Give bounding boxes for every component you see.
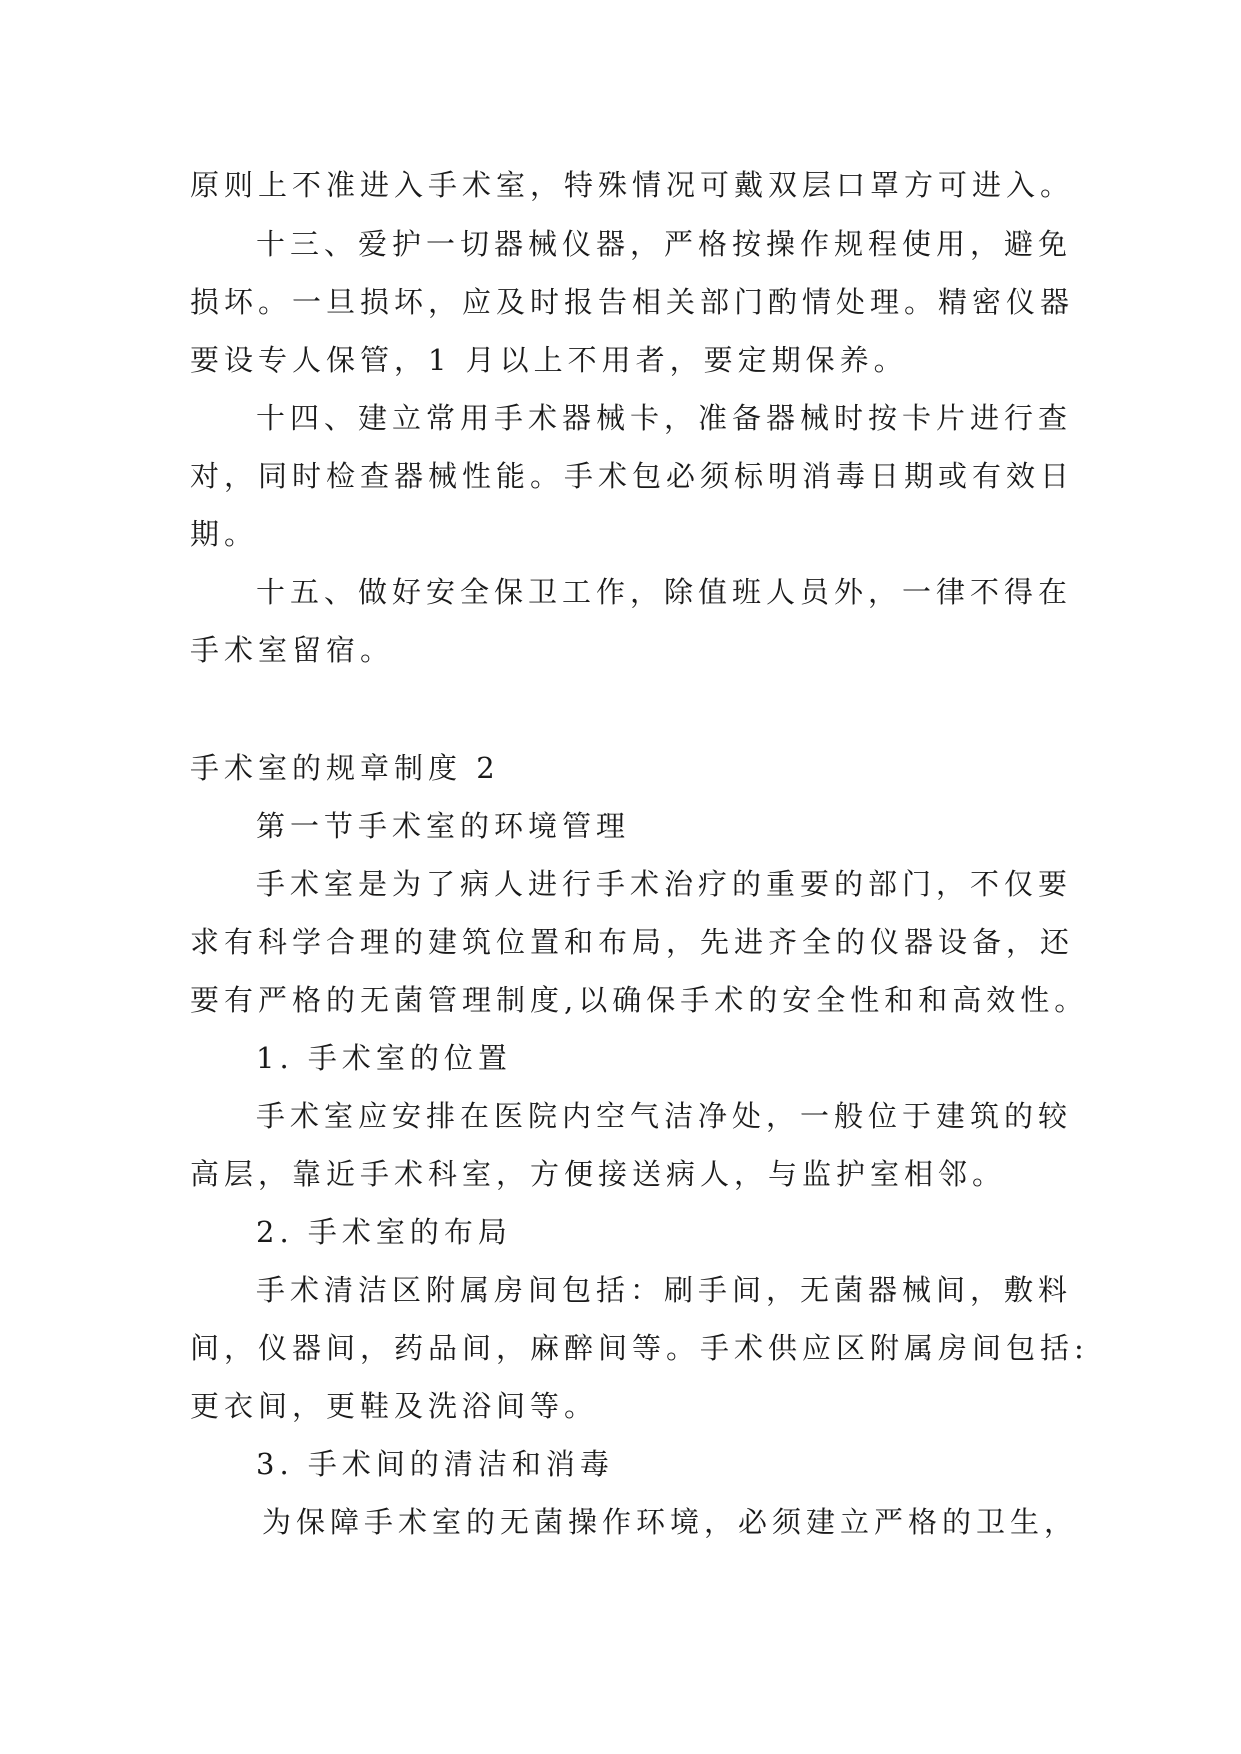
text-line-8: 十五、做好安全保卫工作，除值班人员外，一律不得在 — [256, 575, 1073, 609]
text-line-7: 期。 — [190, 517, 259, 551]
text-line-2: 十三、爱护一切器械仪器，严格按操作规程使用，避免 — [256, 227, 1073, 261]
text-line-16: 手术室应安排在医院内空气洁净处，一般位于建筑的较 — [256, 1099, 1073, 1133]
text-line-13: 求有科学合理的建筑位置和布局，先进齐全的仪器设备，还 — [190, 925, 1075, 959]
text-line-23: 为保障手术室的无菌操作环境，必须建立严格的卫生， — [262, 1505, 1079, 1539]
item-heading-3: 3. 手术间的清洁和消毒 — [256, 1447, 614, 1481]
item-heading-1: 1. 手术室的位置 — [256, 1041, 512, 1075]
text-line-4: 要设专人保管，1 月以上不用者，要定期保养。 — [190, 343, 908, 377]
text-line-20: 间，仪器间，药品间，麻醉间等。手术供应区附属房间包括: — [190, 1331, 1089, 1365]
text-line-6: 对，同时检查器械性能。手术包必须标明消毒日期或有效日 — [190, 459, 1075, 493]
text-line-3: 损坏。一旦损坏，应及时报告相关部门酌情处理。精密仪器 — [190, 285, 1075, 319]
text-line-14: 要有严格的无菌管理制度,以确保手术的安全性和和高效性。 — [190, 983, 1089, 1017]
text-line-21: 更衣间，更鞋及洗浴间等。 — [190, 1389, 599, 1423]
text-line-19: 手术清洁区附属房间包括：刷手间，无菌器械间，敷料 — [256, 1273, 1073, 1307]
text-line-17: 高层，靠近手术科室，方便接送病人，与监护室相邻。 — [190, 1157, 1007, 1191]
text-line-12: 手术室是为了病人进行手术治疗的重要的部门，不仅要 — [256, 867, 1073, 901]
text-line-1: 原则上不准进入手术室，特殊情况可戴双层口罩方可进入。 — [190, 168, 1075, 202]
text-line-5: 十四、建立常用手术器械卡，准备器械时按卡片进行查 — [256, 401, 1073, 435]
item-heading-2: 2. 手术室的布局 — [256, 1215, 512, 1249]
subsection-heading: 第一节手术室的环境管理 — [256, 809, 631, 843]
section-title: 手术室的规章制度 2 — [190, 751, 500, 785]
text-line-9: 手术室留宿。 — [190, 633, 395, 667]
